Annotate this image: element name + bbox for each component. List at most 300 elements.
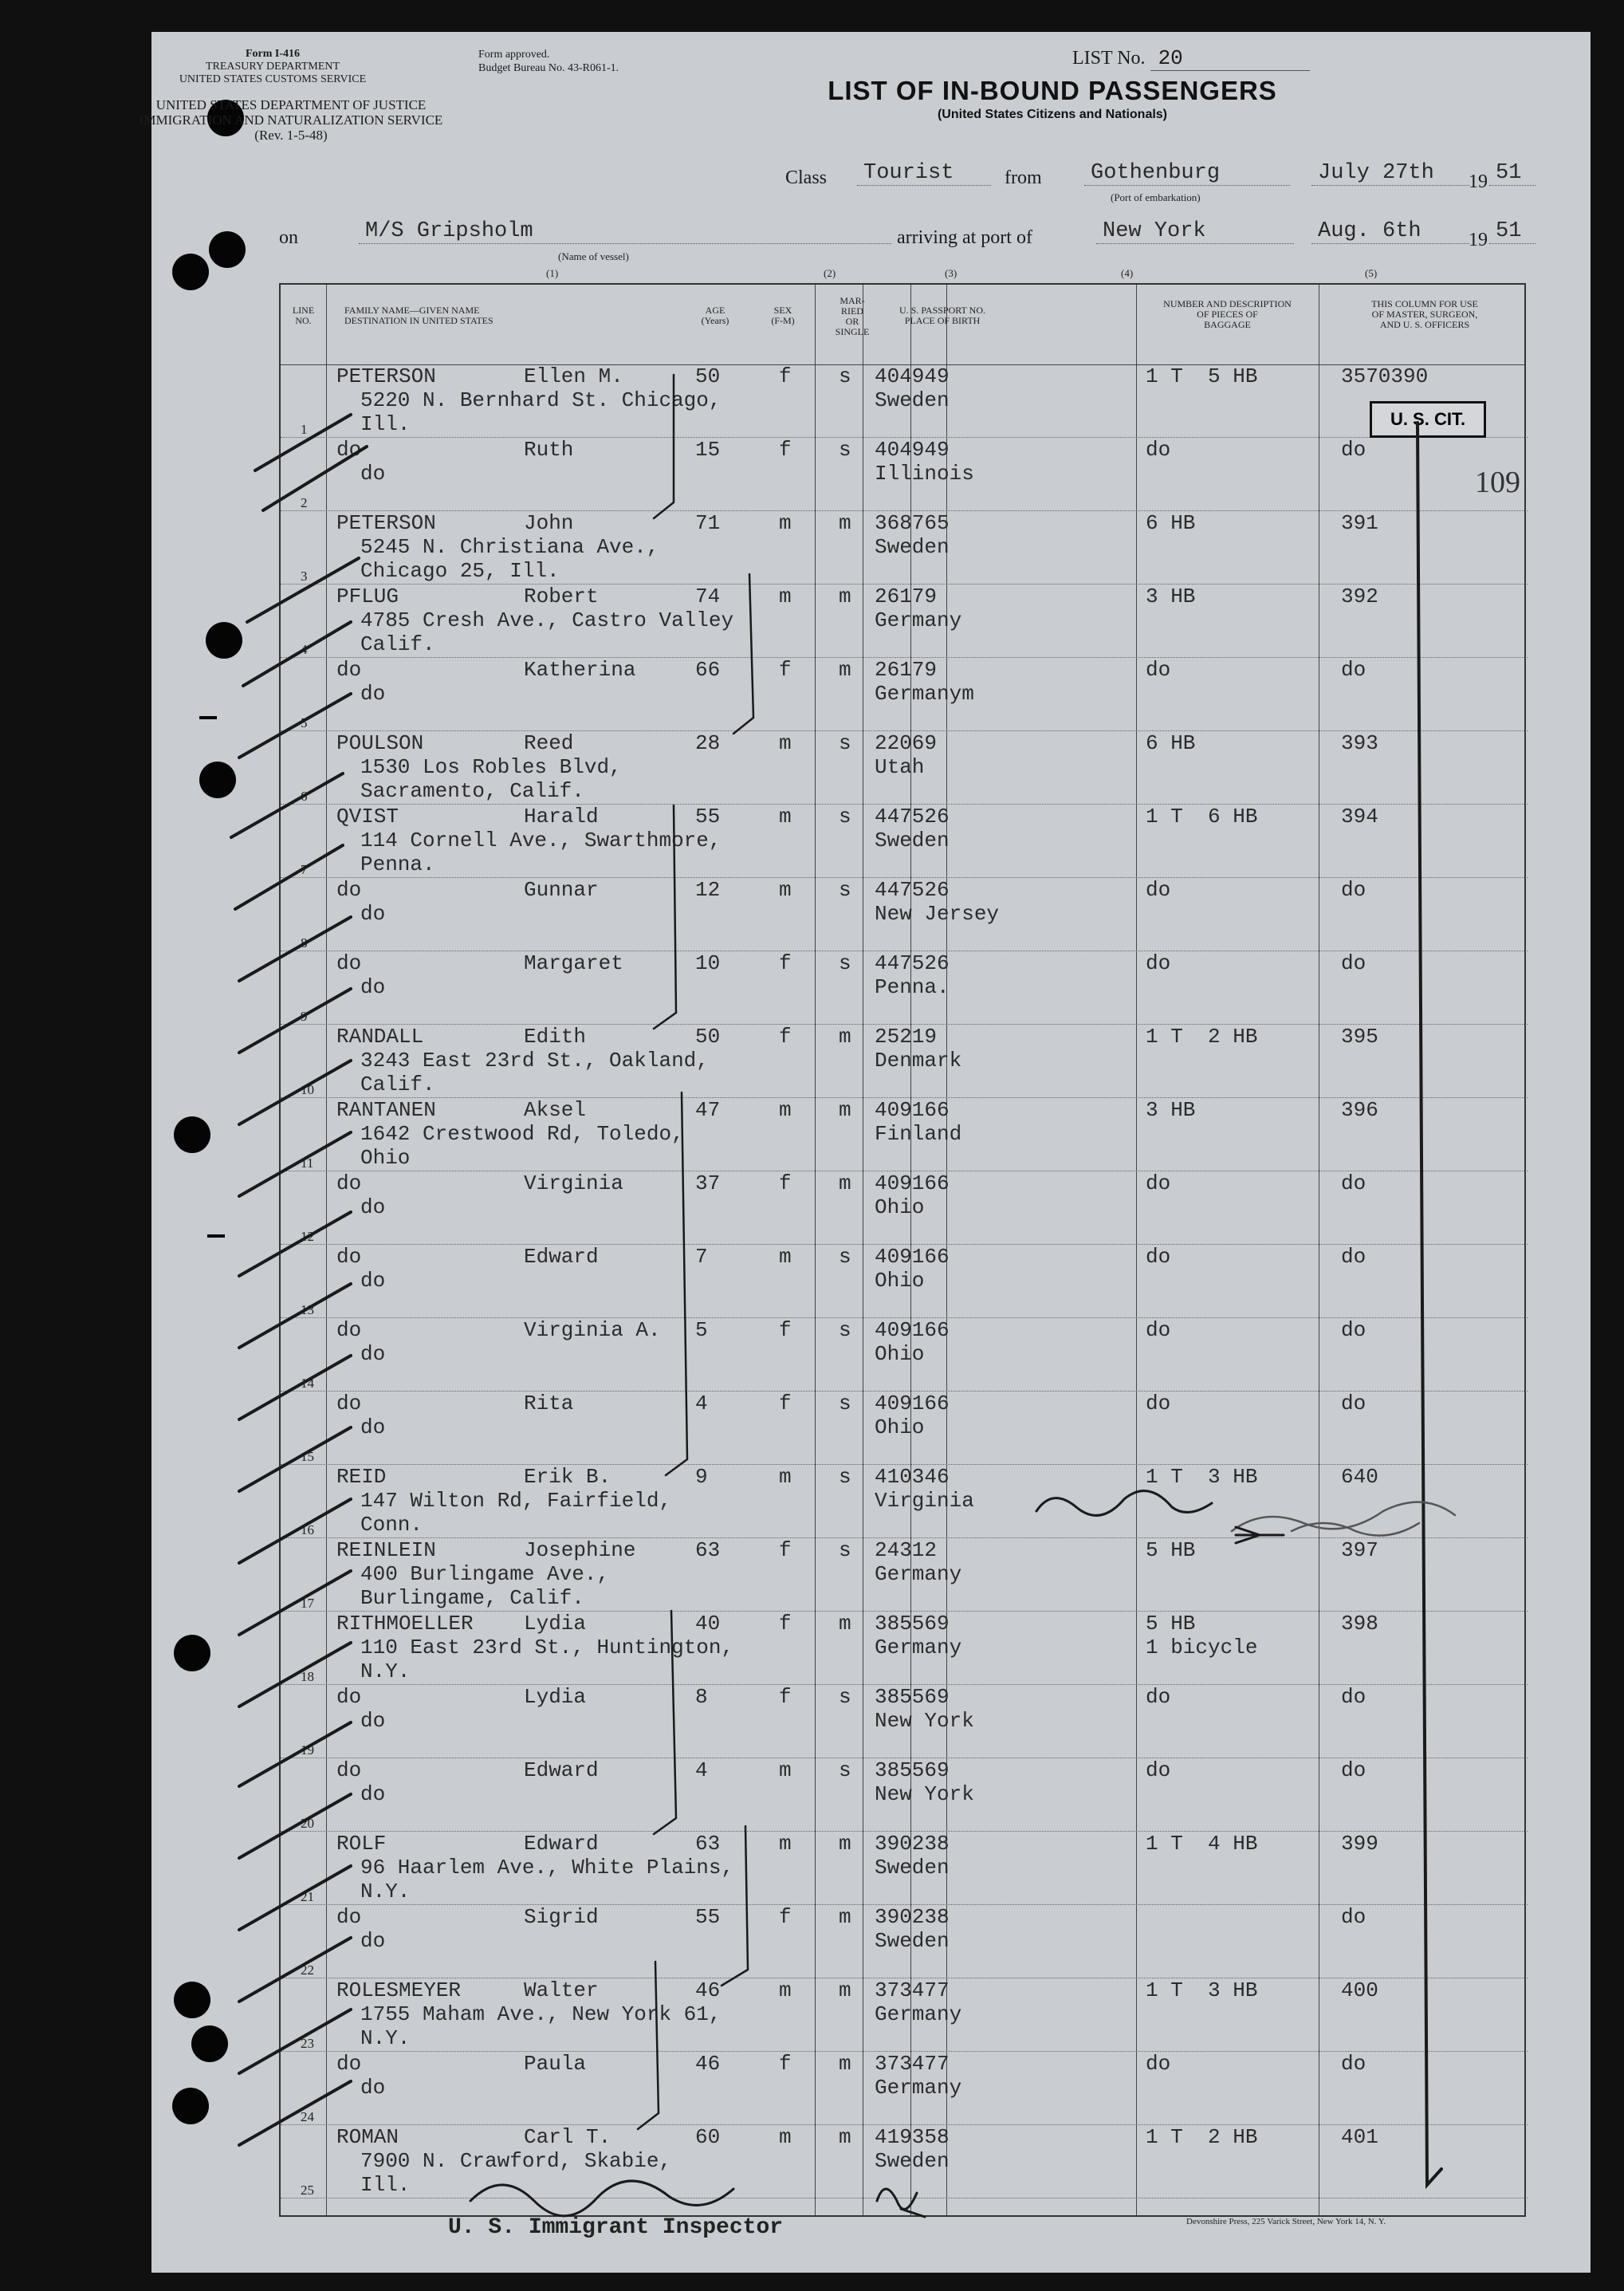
given-name: Edward xyxy=(524,1245,599,1269)
destination: 1530 Los Robles Blvd, Sacramento, Calif. xyxy=(360,755,622,803)
line-number: 18 xyxy=(301,1669,314,1684)
marital-status: m xyxy=(839,1905,851,1929)
baggage: do xyxy=(1146,1392,1171,1415)
officer-notes: do xyxy=(1341,1318,1366,1342)
destination: 114 Cornell Ave., Swarthmore, Penna. xyxy=(360,829,722,876)
line-number: 2 xyxy=(301,495,308,510)
age: 60 xyxy=(695,2125,721,2149)
officer-notes: do xyxy=(1341,2052,1366,2076)
marital-status: s xyxy=(839,731,851,755)
age: 55 xyxy=(695,1905,721,1929)
age: 4 xyxy=(695,1392,708,1415)
place-of-birth: Sweden xyxy=(875,388,950,412)
place-of-birth: Germany xyxy=(875,608,962,632)
passport-no: 390238 xyxy=(875,1832,950,1856)
vessel-name: M/S Gripsholm xyxy=(359,219,891,244)
place-of-birth: Sweden xyxy=(875,1929,950,1953)
sex: f xyxy=(779,1685,792,1709)
from-label: from xyxy=(1005,167,1042,188)
age: 15 xyxy=(695,438,721,462)
passport-no: 409166 xyxy=(875,1171,950,1195)
sex: f xyxy=(779,2052,792,2076)
age: 40 xyxy=(695,1612,721,1636)
age: 63 xyxy=(695,1832,721,1856)
passenger-table xyxy=(279,283,1526,2217)
family-name: do xyxy=(336,1905,362,1929)
sex: m xyxy=(779,1245,792,1269)
officer-notes: do xyxy=(1341,1171,1366,1195)
punch-hole xyxy=(174,1635,210,1671)
marital-status: m xyxy=(839,2125,851,2149)
table-row xyxy=(281,1758,1528,1832)
destination: 3243 East 23rd St., Oakland, Calif. xyxy=(360,1049,709,1096)
given-name: John xyxy=(524,511,574,535)
given-name: Gunnar xyxy=(524,878,599,902)
punch-hole xyxy=(172,254,209,290)
sex: f xyxy=(779,1538,792,1562)
list-number-label: LIST No. xyxy=(1072,48,1146,69)
side-page-number: 109 xyxy=(1475,466,1520,499)
column-number: (4) xyxy=(1121,267,1134,279)
given-name: Carl T. xyxy=(524,2125,611,2149)
given-name: Ruth xyxy=(524,438,574,462)
sex: m xyxy=(779,731,792,755)
destination: do xyxy=(360,1342,386,1366)
destination: do xyxy=(360,1782,386,1806)
baggage: 6 HB xyxy=(1146,511,1196,535)
given-name: Lydia xyxy=(524,1685,587,1709)
officer-notes: 396 xyxy=(1341,1098,1378,1122)
family-name: RANTANEN xyxy=(336,1098,436,1122)
sex: m xyxy=(779,878,792,902)
place-of-birth: Sweden xyxy=(875,1856,950,1880)
passport-no: 409166 xyxy=(875,1318,950,1342)
destination: do xyxy=(360,1929,386,1953)
table-row xyxy=(281,951,1528,1025)
sex: m xyxy=(779,1978,792,2002)
officer-notes: do xyxy=(1341,1905,1366,1929)
marital-status: m xyxy=(839,1025,851,1049)
form-header-justice xyxy=(116,97,466,143)
sex: f xyxy=(779,951,792,975)
punch-hole xyxy=(191,2025,228,2062)
table-row xyxy=(281,364,1528,438)
officer-notes: do xyxy=(1341,1245,1366,1269)
officer-notes: 398 xyxy=(1341,1612,1378,1636)
destination: do xyxy=(360,462,386,486)
line-number: 12 xyxy=(301,1229,314,1244)
line-number: 10 xyxy=(301,1082,314,1097)
class-value: Tourist xyxy=(857,161,991,186)
passport-no: 24312 xyxy=(875,1538,938,1562)
list-number-value: 20 xyxy=(1150,46,1310,71)
destination: do xyxy=(360,1195,386,1219)
destination: 7900 N. Crawford, Skabie, Ill. xyxy=(360,2149,672,2197)
line-number: 14 xyxy=(301,1376,314,1391)
family-name: ROLF xyxy=(336,1832,387,1856)
departure-date: July 27th xyxy=(1311,161,1469,186)
punch-hole xyxy=(209,231,246,268)
marital-status: m xyxy=(839,585,851,608)
place-of-birth: Illinois xyxy=(875,462,974,486)
marital-status: s xyxy=(839,1318,851,1342)
officer-notes: 399 xyxy=(1341,1832,1378,1856)
departure-year: 51 xyxy=(1489,161,1536,186)
marital-status: s xyxy=(839,1392,851,1415)
age: 8 xyxy=(695,1685,708,1709)
passport-no: 409166 xyxy=(875,1098,950,1122)
given-name: Edward xyxy=(524,1758,599,1782)
marital-status: s xyxy=(839,878,851,902)
family-name: REINLEIN xyxy=(336,1538,436,1562)
page-title: LIST OF IN-BOUND PASSENGERS xyxy=(828,76,1277,105)
given-name: Virginia xyxy=(524,1171,623,1195)
family-name: QVIST xyxy=(336,805,399,829)
family-name: do xyxy=(336,1685,362,1709)
line-number: 16 xyxy=(301,1522,314,1537)
given-name: Edward xyxy=(524,1832,599,1856)
header-married: MAR- RIED OR SINGLE xyxy=(835,295,870,337)
officer-notes: 401 xyxy=(1341,2125,1378,2149)
sex: m xyxy=(779,511,792,535)
punch-hole xyxy=(174,1116,210,1153)
baggage: 1 T 2 HB xyxy=(1146,2125,1258,2149)
baggage: 1 T 5 HB xyxy=(1146,364,1258,388)
age: 9 xyxy=(695,1465,708,1489)
place-of-birth: Sweden xyxy=(875,535,950,559)
marital-status: s xyxy=(839,1685,851,1709)
marital-status: s xyxy=(839,1538,851,1562)
line-number: 21 xyxy=(301,1889,314,1904)
vessel-note: (Name of vessel) xyxy=(558,250,629,262)
sex: f xyxy=(779,658,792,682)
passport-no: 385569 xyxy=(875,1685,950,1709)
place-of-birth: Ohio xyxy=(875,1269,925,1293)
customs-line: UNITED STATES CUSTOMS SERVICE xyxy=(179,73,367,85)
place-of-birth: Ohio xyxy=(875,1342,925,1366)
baggage: do xyxy=(1146,878,1171,902)
age: 5 xyxy=(695,1318,708,1342)
column-number: (1) xyxy=(546,267,559,279)
table-row xyxy=(281,1612,1528,1685)
age: 28 xyxy=(695,731,721,755)
column-number: (2) xyxy=(824,267,836,279)
from-value: Gothenburg xyxy=(1084,161,1290,186)
list-number xyxy=(1072,46,1310,71)
sex: m xyxy=(779,1832,792,1856)
destination: do xyxy=(360,1709,386,1733)
family-name: do xyxy=(336,1392,362,1415)
punch-hole xyxy=(199,762,236,798)
header-name: FAMILY NAME—GIVEN NAME DESTINATION IN UNITED STATES xyxy=(344,305,493,326)
header-passport: U. S. PASSPORT NO. PLACE OF BIRTH xyxy=(899,305,985,326)
table-row xyxy=(281,2125,1528,2198)
table-row xyxy=(281,1392,1528,1465)
table-row xyxy=(281,1098,1528,1171)
place-of-birth: Denmark xyxy=(875,1049,962,1073)
family-name: PFLUG xyxy=(336,585,399,608)
line-number: 22 xyxy=(301,1962,314,1978)
place-of-birth: Germany xyxy=(875,2002,962,2026)
table-row xyxy=(281,1685,1528,1758)
age: 7 xyxy=(695,1245,708,1269)
passport-no: 25219 xyxy=(875,1025,938,1049)
place-of-birth: New York xyxy=(875,1709,974,1733)
destination: do xyxy=(360,2076,386,2100)
place-of-birth: New Jersey xyxy=(875,902,1000,926)
form-approval xyxy=(478,48,619,75)
line-number: 19 xyxy=(301,1742,314,1758)
given-name: Paula xyxy=(524,2052,587,2076)
given-name: Ellen M. xyxy=(524,364,623,388)
family-name: do xyxy=(336,1245,362,1269)
family-name: do xyxy=(336,878,362,902)
line-number: 11 xyxy=(301,1155,314,1171)
baggage: do xyxy=(1146,2052,1171,2076)
arrival-port: New York xyxy=(1096,219,1294,244)
destination: 5220 N. Bernhard St. Chicago, Ill. xyxy=(360,388,722,436)
destination: 147 Wilton Rd, Fairfield, Conn. xyxy=(360,1489,672,1537)
baggage: 1 T 3 HB xyxy=(1146,1978,1258,2002)
officer-notes: do xyxy=(1341,878,1366,902)
destination: 110 East 23rd St., Huntington, N.Y. xyxy=(360,1636,734,1683)
arrival-year: 51 xyxy=(1489,219,1536,244)
given-name: Josephine xyxy=(524,1538,636,1562)
marital-status: m xyxy=(839,511,851,535)
age: 37 xyxy=(695,1171,721,1195)
baggage: 1 T 2 HB xyxy=(1146,1025,1258,1049)
age: 74 xyxy=(695,585,721,608)
line-number: 20 xyxy=(301,1816,314,1831)
baggage: 1 T 6 HB xyxy=(1146,805,1258,829)
passport-no: 447526 xyxy=(875,805,950,829)
on-label: on xyxy=(279,227,298,248)
destination: do xyxy=(360,1415,386,1439)
baggage: 5 HB xyxy=(1146,1538,1196,1562)
destination: do xyxy=(360,1269,386,1293)
marital-status: m xyxy=(839,1171,851,1195)
line-number: 17 xyxy=(301,1596,314,1611)
sex: f xyxy=(779,1905,792,1929)
passport-no: 385569 xyxy=(875,1758,950,1782)
line-number: 13 xyxy=(301,1302,314,1317)
year-prefix: 19 xyxy=(1469,230,1488,250)
passport-no: 373477 xyxy=(875,2052,950,2076)
sex: f xyxy=(779,1025,792,1049)
line-number: 9 xyxy=(301,1009,308,1024)
family-name: REID xyxy=(336,1465,387,1489)
baggage: do xyxy=(1146,1758,1171,1782)
place-of-birth: Sweden xyxy=(875,829,950,852)
family-name: PETERSON xyxy=(336,511,436,535)
line-number: 4 xyxy=(301,642,308,657)
family-name: RANDALL xyxy=(336,1025,424,1049)
place-of-birth: Ohio xyxy=(875,1415,925,1439)
line-number: 24 xyxy=(301,2109,314,2124)
header-sex: SEX (F-M) xyxy=(771,305,795,326)
family-name: PETERSON xyxy=(336,364,436,388)
arriving-label: arriving at port of xyxy=(897,227,1032,248)
passport-no: 368765 xyxy=(875,511,950,535)
given-name: Katherina xyxy=(524,658,636,682)
column-number: (3) xyxy=(945,267,957,279)
sex: m xyxy=(779,585,792,608)
given-name: Virginia A. xyxy=(524,1318,661,1342)
table-row xyxy=(281,805,1528,878)
marital-status: m xyxy=(839,2052,851,2076)
table-row xyxy=(281,878,1528,951)
marital-status: s xyxy=(839,951,851,975)
line-number: 6 xyxy=(301,789,308,804)
table-row xyxy=(281,1538,1528,1612)
class-label: Class xyxy=(785,167,828,188)
given-name: Erik B. xyxy=(524,1465,611,1489)
header-line-no: LINE NO. xyxy=(292,305,315,326)
age: 71 xyxy=(695,511,721,535)
sex: f xyxy=(779,1171,792,1195)
marital-status: m xyxy=(839,1612,851,1636)
table-row xyxy=(281,731,1528,805)
marital-status: m xyxy=(839,1978,851,2002)
table-row xyxy=(281,438,1528,511)
place-of-birth: Virginia xyxy=(875,1489,974,1513)
given-name: Harald xyxy=(524,805,599,829)
passport-no: 390238 xyxy=(875,1905,950,1929)
arrival-date: Aug. 6th xyxy=(1311,219,1469,244)
family-name: do xyxy=(336,658,362,682)
punch-hole xyxy=(172,2088,209,2124)
punch-hole xyxy=(206,622,242,659)
embark-note: (Port of embarkation) xyxy=(1111,191,1201,203)
family-name: RITHMOELLER xyxy=(336,1612,474,1636)
passport-no: 410346 xyxy=(875,1465,950,1489)
passport-no: 447526 xyxy=(875,951,950,975)
line-number: 7 xyxy=(301,862,308,877)
place-of-birth: New York xyxy=(875,1782,974,1806)
age: 10 xyxy=(695,951,721,975)
destination: 96 Haarlem Ave., White Plains, N.Y. xyxy=(360,1856,734,1903)
header-officers: THIS COLUMN FOR USE OF MASTER, SURGEON, AND U. S. OFFICERS xyxy=(1371,298,1478,330)
baggage: 3 HB xyxy=(1146,1098,1196,1122)
officer-notes: 640 xyxy=(1341,1465,1378,1489)
passport-no: 26179 xyxy=(875,658,938,682)
marital-status: s xyxy=(839,1758,851,1782)
line-number: 1 xyxy=(301,422,308,437)
baggage: 1 T 3 HB xyxy=(1146,1465,1258,1489)
column-number: (5) xyxy=(1365,267,1378,279)
given-name: Edith xyxy=(524,1025,587,1049)
passport-no: 373477 xyxy=(875,1978,950,2002)
destination: do xyxy=(360,902,386,926)
marital-status: m xyxy=(839,658,851,682)
table-row xyxy=(281,658,1528,731)
line-number: 5 xyxy=(301,715,308,730)
sex: m xyxy=(779,1098,792,1122)
destination: 1642 Crestwood Rd, Toledo, Ohio xyxy=(360,1122,684,1170)
passport-no: 26179 xyxy=(875,585,938,608)
age: 55 xyxy=(695,805,721,829)
officer-notes: 392 xyxy=(1341,585,1378,608)
age: 63 xyxy=(695,1538,721,1562)
officer-notes: 400 xyxy=(1341,1978,1378,2002)
family-name: POULSON xyxy=(336,731,424,755)
sex: f xyxy=(779,1612,792,1636)
approved-line: Form approved. xyxy=(478,49,550,61)
justice-line: UNITED STATES DEPARTMENT OF JUSTICE xyxy=(155,97,427,112)
passport-no: 447526 xyxy=(875,878,950,902)
header-baggage: NUMBER AND DESCRIPTION OF PIECES OF BAGGAGE xyxy=(1163,298,1292,330)
year-prefix: 19 xyxy=(1469,171,1488,192)
passport-no: 404949 xyxy=(875,438,950,462)
us-citizen-stamp: U. S. CIT. xyxy=(1370,401,1486,438)
sex: m xyxy=(779,1465,792,1489)
table-row xyxy=(281,1171,1528,1245)
treasury-line: TREASURY DEPARTMENT xyxy=(205,61,340,73)
marital-status: m xyxy=(839,1098,851,1122)
place-of-birth: Penna. xyxy=(875,975,950,999)
passport-no: 22069 xyxy=(875,731,938,755)
line-number: 8 xyxy=(301,935,308,951)
sex: f xyxy=(779,1318,792,1342)
officer-notes: do xyxy=(1341,438,1366,462)
passport-no: 385569 xyxy=(875,1612,950,1636)
age: 50 xyxy=(695,1025,721,1049)
given-name: Aksel xyxy=(524,1098,587,1122)
officer-notes: do xyxy=(1341,1685,1366,1709)
margin-mark xyxy=(199,716,217,719)
officer-notes: 393 xyxy=(1341,731,1378,755)
officer-notes: 395 xyxy=(1341,1025,1378,1049)
place-of-birth: Germanym xyxy=(875,682,974,706)
destination: 400 Burlingame Ave., Burlingame, Calif. xyxy=(360,1562,610,1610)
ins-line: IMMIGRATION AND NATURALIZATION SERVICE xyxy=(139,112,443,128)
baggage: 6 HB xyxy=(1146,731,1196,755)
officer-notes: do xyxy=(1341,1392,1366,1415)
sex: m xyxy=(779,2125,792,2149)
age: 66 xyxy=(695,658,721,682)
table-row xyxy=(281,1245,1528,1318)
family-name: ROLESMEYER xyxy=(336,1978,462,2002)
officer-notes: 397 xyxy=(1341,1538,1378,1562)
table-row xyxy=(281,1025,1528,1098)
passport-no: 409166 xyxy=(875,1392,950,1415)
place-of-birth: Germany xyxy=(875,2076,962,2100)
place-of-birth: Germany xyxy=(875,1636,962,1659)
printer-imprint: Devonshire Press, 225 Varick Street, New York 14, N. Y. xyxy=(1186,2217,1386,2226)
officer-notes: 394 xyxy=(1341,805,1378,829)
age: 12 xyxy=(695,878,721,902)
family-name: do xyxy=(336,951,362,975)
passport-no: 419358 xyxy=(875,2125,950,2149)
given-name: Reed xyxy=(524,731,574,755)
baggage: do xyxy=(1146,1685,1171,1709)
inspector-label: U. S. Immigrant Inspector xyxy=(448,2215,784,2240)
destination: 4785 Cresh Ave., Castro Valley Calif. xyxy=(360,608,734,656)
destination: do xyxy=(360,682,386,706)
line-number: 23 xyxy=(301,2036,314,2051)
family-name: do xyxy=(336,1171,362,1195)
place-of-birth: Ohio xyxy=(875,1195,925,1219)
sex: m xyxy=(779,1758,792,1782)
officer-notes: 391 xyxy=(1341,511,1378,535)
place-of-birth: Finland xyxy=(875,1122,962,1146)
place-of-birth: Utah xyxy=(875,755,925,779)
given-name: Sigrid xyxy=(524,1905,599,1929)
baggage: do xyxy=(1146,438,1171,462)
table-row xyxy=(281,2052,1528,2125)
age: 4 xyxy=(695,1758,708,1782)
baggage: 5 HB 1 bicycle xyxy=(1146,1612,1258,1659)
